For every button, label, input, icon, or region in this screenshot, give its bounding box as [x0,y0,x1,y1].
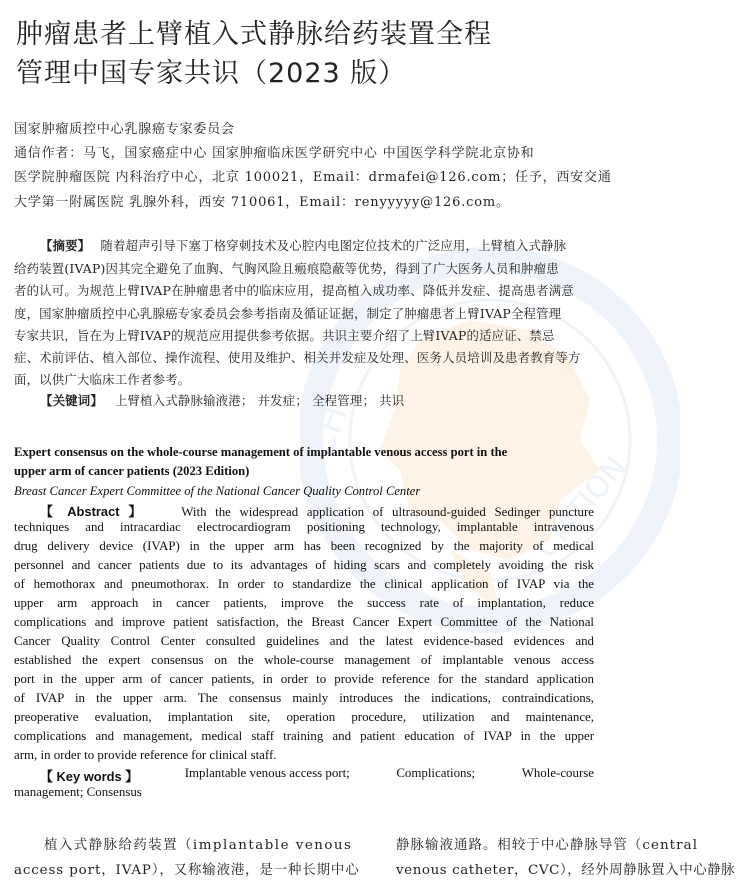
body-left-line: 植入式静脉给药装置（implantable venous [44,838,353,853]
body-right-line: venous catheter，CVC），经外周静脉置入中心静脉 [396,863,736,878]
english-keywords [40,766,594,785]
abstract-cn-line [40,236,566,254]
english-title-line: upper arm of cancer patients (2023 Edition) [14,464,250,478]
english-abstract-line: techniques and intracardiac electrocardiogram positioning technology, implantable intravenous [14,520,594,534]
abstract-cn-text: 随着超声引导下塞丁格穿刺技术及心腔内电图定位技术的广泛应用，上臂植入式静脉 [100,238,567,253]
english-abstract-line: established the expert consensus on the whole-course management of implantable venous access [14,653,594,667]
english-abstract-line: personnel and cancer patients due to its advantages of hiding scars and completely avoiding the risk [14,558,594,572]
english-affiliation: Breast Cancer Expert Committee of the National Cancer Quality Control Center [14,484,421,498]
abstract-cn-line: 度，国家肿瘤质控中心乳腺癌专家委员会参考指南及循证证据，制定了肿瘤患者上臂IVAP全程管理 [14,306,562,321]
english-abstract-line [40,501,594,520]
english-abstract-line: preoperative evaluation, implantation site, operation procedure, utilization and maintenance, [14,710,594,724]
english-abstract-line: of hemothorax and pneumothorax. In order to standardize the clinical application of IVAP via the [14,577,594,591]
page-title-line-1: 肿瘤患者上臂植入式静脉给药装置全程 [16,19,492,50]
keywords-cn-text: 上臂植入式静脉输液港； 并发症； 全程管理； 共识 [114,393,405,408]
abstract-cn-label: 【摘要】 [40,238,91,253]
english-abstract-line: drug delivery device (IVAP) in the upper arm has been recognized by the majority of medical [14,539,594,553]
english-abstract-line: upper arm approach in cancer patients, improve the success rate of implantation, reduce [14,596,594,610]
english-abstract-line: Cancer Quality Control Center consulted guidelines and the latest evidence-based evidences and [14,634,594,648]
body-right-line: 静脉输液通路。相较于中心静脉导管（central [396,838,699,853]
watermark-letters-left: CH [300,399,357,464]
english-abstract-line: complications and improve patient satisfaction, the Breast Cancer Expert Committee of the National [14,615,594,629]
english-abstract-line: port in the upper arm of cancer patients, in order to provide reference for the standard application [14,672,594,686]
correspondence-line: 大学第一附属医院 乳腺外科，西安 710061，Email：renyyyyy@126.com。 [14,195,510,210]
english-keywords-label: 【 Key words 】 [40,769,139,784]
english-abstract-label: 【 Abstract 】 [40,504,147,519]
english-title-line: Expert consensus on the whole-course management of implantable venous access port in the [14,445,508,459]
english-keyword: Whole-course [521,766,594,780]
english-keyword: Implantable venous access port; [184,766,350,780]
english-abstract-line: arm, in order to provide reference for clinical staff. [14,748,277,762]
watermark-letters-right: CIATION [529,449,635,566]
body-left-line: access port，IVAP），又称输液港，是一种长期中心 [14,863,360,878]
correspondence-line: 通信作者：马飞，国家癌症中心 国家肿瘤临床医学研究中心 中国医学科学院北京协和 [14,146,535,161]
keywords-cn-label: 【关键词】 [40,393,103,408]
page-title-line-2: 管理中国专家共识（2023 版） [16,58,407,89]
english-keyword: Complications; [396,766,476,780]
keywords-cn [40,391,404,409]
abstract-cn-line: 专家共识，旨在为上臂IVAP的规范应用提供参考依据。共识主要介绍了上臂IVAP的适应证、禁忌 [14,328,555,343]
abstract-cn-line: 者的认可。为规范上臂IVAP在肿瘤患者中的临床应用，提高植入成功率、降低并发症、提高患者满意 [14,283,574,298]
english-keywords-cont: management; Consensus [14,785,142,799]
correspondence-line: 医学院肿瘤医院 内科治疗中心，北京 100021，Email：drmafei@126.com；任予，西安交通 [14,170,612,185]
english-abstract-text: With the widespread application of ultrasound-guided Sedinger puncture [181,505,594,519]
abstract-cn-line: 面，以供广大临床工作者参考。 [14,372,191,387]
abstract-cn-line: 症、术前评估、植入部位、操作流程、使用及维护、相关并发症及处理、医务人员培训及患者教育等方 [14,350,581,365]
abstract-cn-line: 给药装置(IVAP)因其完全避免了血胸、气胸风险且瘢痕隐蔽等优势，得到了广大医务人员和肿瘤患 [14,261,559,276]
english-abstract-line: of IVAP in the upper arm. The consensus mainly introduces the indications, contraindications, [14,691,594,705]
english-abstract-line: complications and management, medical staff training and patient education of IVAP in the upper [14,729,594,743]
author-committee: 国家肿瘤质控中心乳腺癌专家委员会 [14,122,235,137]
